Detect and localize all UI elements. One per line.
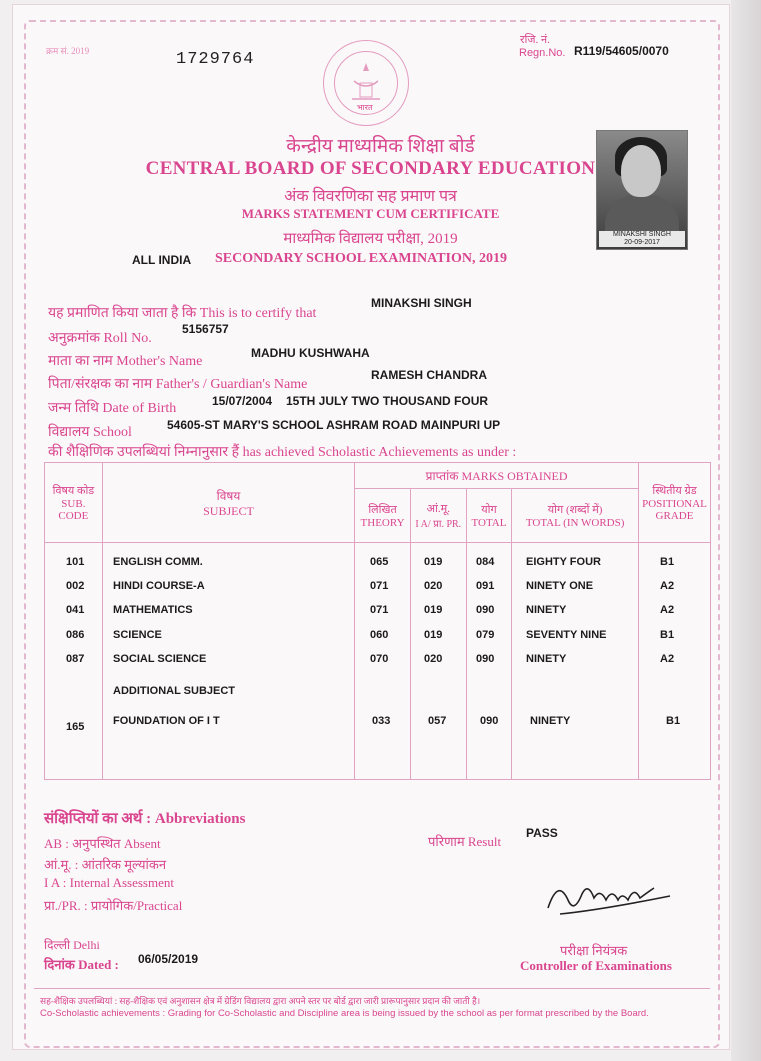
abbrev-title: संक्षिप्तियों का अर्थ : Abbreviations [44,811,246,827]
col-header-code: विषय कोड SUB. CODE [45,463,103,543]
row-theory: 071 [370,604,389,616]
row-subject: HINDI COURSE-A [113,580,205,592]
row-ia: 019 [424,629,443,641]
coscholastic-note: Co-Scholastic achievements : Grading for Co-Scholastic and Discipline area is being issued by the school as per format prescribed by the Board. [40,1008,649,1019]
regn-number: R119/54605/0070 [574,44,669,58]
col-header-grade: स्थितीय ग्रेड POSITIONAL GRADE [638,463,710,543]
abbrev-am: आं.मू. : आंतरिक मूल्यांकन [44,857,167,872]
col-header-marks-obtained: प्राप्तांक MARKS OBTAINED [355,463,639,489]
row-grade: A2 [660,604,675,616]
mother-label: माता का नाम Mother's Name [48,354,203,369]
row-theory: 065 [370,556,389,568]
col-header-subject: विषय SUBJECT [102,463,354,543]
mother-name: MADHU KUSHWAHA [251,346,370,360]
school-label: विद्यालय School [48,425,132,440]
additional-theory: 033 [372,715,391,727]
document-title-hindi: अंक विवरणिका सह प्रमाण पत्र [284,188,457,205]
row-words: NINETY [526,604,567,616]
all-india: ALL INDIA [132,253,192,267]
serial-number: 1729764 [176,50,255,69]
col-header-total-words: योग (शब्दों में) TOTAL (IN WORDS) [512,489,639,543]
row-code: 002 [66,580,85,592]
col-header-ia: आं.मू. I A/ प्रा. PR. [410,489,466,543]
row-subject: ENGLISH COMM. [113,556,203,568]
additional-code: 165 [66,721,85,733]
col-header-theory: लिखित THEORY [355,489,411,543]
roll-number: 5156757 [182,322,229,336]
dob-value: 15/07/2004 [212,394,273,408]
regn-label: Regn.No. [519,47,566,59]
row-ia: 020 [424,653,443,665]
regn-hindi-label: रजि. नं. [520,34,550,46]
additional-words: NINETY [530,715,571,727]
serial-prefix: क्रम सं. 2019 [46,46,90,56]
row-ia: 019 [424,604,443,616]
student-name: MINAKSHI SINGH [371,296,472,310]
issue-date: 06/05/2019 [138,952,199,966]
row-words: EIGHTY FOUR [526,556,601,568]
emblem-text: भारत [357,103,373,112]
result-value: PASS [526,826,558,840]
col-header-total: योग TOTAL [466,489,512,543]
row-code: 041 [66,604,85,616]
board-name-hindi: केन्द्रीय माध्यमिक शिक्षा बोर्ड [286,136,475,157]
roll-label: अनुक्रमांक Roll No. [48,331,152,346]
dob-words: 15TH JULY TWO THOUSAND FOUR [286,394,489,408]
certify-label: यह प्रमाणित किया जाता है कि This is to certify that [48,306,317,321]
additional-grade: B1 [666,715,681,727]
row-grade: B1 [660,629,675,641]
abbrev-ia: I A : Internal Assessment [44,875,174,890]
exam-hindi: माध्यमिक विद्यालय परीक्षा, 2019 [283,231,458,247]
row-total: 090 [476,604,495,616]
additional-subject-label: ADDITIONAL SUBJECT [113,685,236,697]
row-code: 101 [66,556,85,568]
row-total: 084 [476,556,495,568]
additional-subject: FOUNDATION OF I T [113,715,220,727]
board-name: CENTRAL BOARD OF SECONDARY EDUCATION [145,158,596,179]
row-theory: 070 [370,653,389,665]
controller-title: Controller of Examinations [520,958,672,973]
exam-name: SECONDARY SCHOOL EXAMINATION, 2019 [215,251,507,266]
photo-caption-date: 20-09-2017 [624,239,660,246]
row-grade: A2 [660,653,675,665]
controller-hindi: परीक्षा नियंत्रक [560,943,628,958]
row-theory: 060 [370,629,389,641]
result-label: परिणाम Result [428,834,502,849]
row-words: SEVENTY NINE [526,629,607,641]
row-ia: 019 [424,556,443,568]
footer-divider [34,988,710,989]
row-words: NINETY ONE [526,580,594,592]
row-words: NINETY [526,653,567,665]
place: दिल्ली Delhi [44,938,100,952]
controller-signature [540,868,690,928]
abbrev-pr: प्रा./PR. : प्रायोगिक/Practical [44,898,183,913]
marks-table [44,462,711,780]
row-subject: SOCIAL SCIENCE [113,653,207,665]
father-label: पिता/संरक्षक का नाम Father's / Guardian's Name [48,377,308,392]
row-grade: B1 [660,556,675,568]
father-name: RAMESH CHANDRA [371,368,487,382]
cbse-emblem [323,40,409,126]
row-subject: SCIENCE [113,629,162,641]
photo-caption-name: MINAKSHI SINGH [613,231,671,238]
abbrev-ab: AB : अनुपस्थित Absent [44,836,161,851]
row-total: 091 [476,580,495,592]
row-ia: 020 [424,580,443,592]
row-total: 090 [476,653,495,665]
row-theory: 071 [370,580,389,592]
document-title: MARKS STATEMENT CUM CERTIFICATE [241,206,500,221]
student-photo [596,130,688,250]
school-name: 54605-ST MARY'S SCHOOL ASHRAM ROAD MAINPURI UP [167,418,501,432]
row-total: 079 [476,629,495,641]
row-subject: MATHEMATICS [113,604,193,616]
additional-total: 090 [480,715,499,727]
achievement-line: की शैक्षिणिक उपलब्धियां निम्नानुसार हैं has achieved Scholastic Achievements as under : [48,445,517,460]
row-grade: A2 [660,580,675,592]
dated-label: दिनांक Dated : [44,957,119,972]
row-code: 087 [66,653,85,665]
dob-label: जन्म तिथि Date of Birth [48,401,177,416]
row-code: 086 [66,629,85,641]
coscholastic-note-hindi: सह-शैक्षिक उपलब्धियां : सह-शैक्षिक एवं अनुशासन क्षेत्र में ग्रेडिंग विद्यालय द्वारा अपने स्तर पर बोर्ड द्वारा जारी प्रारूपानुसार प्रदान की जाती है। [40,996,481,1006]
additional-ia: 057 [428,715,447,727]
